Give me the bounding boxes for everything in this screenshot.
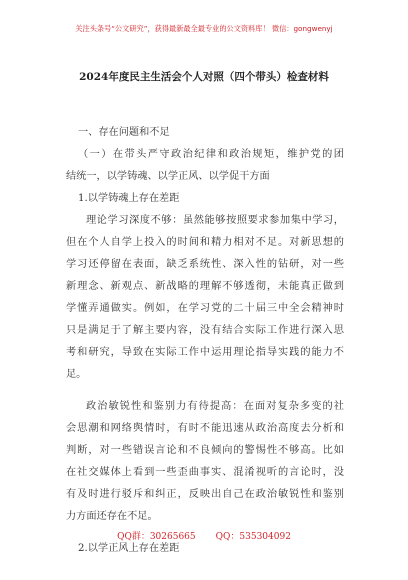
paragraph-line: 考和研究，导致在实际工作中运用理论指导实践的能力不 [66,347,344,358]
section-heading: 一、存在问题和不足 [78,127,170,138]
subsection-heading-line1: （一）在带头严守政治纪律和政治规矩，维护党的团 [78,149,344,160]
qq-group-number: QQ群：30265665 [117,532,196,542]
paragraph-line: 学懂弄通做实。例如，在学习党的二十届三中全会精神时 [66,303,344,314]
paragraph-line: 足。 [66,369,87,380]
paragraph-line: 判断，对一些错误言论和不良倾向的警惕性不够高。比如 [66,445,344,456]
document-title: 2024年度民主生活会个人对照（四个带头）检查材料 [79,71,329,83]
paragraph-line: 力方面还存在不足。 [66,511,158,522]
promo-banner: 关注头条号“公文研究”，获得最新最全最专业的公文资料库！ 微信：gongwenyj [75,24,333,33]
paragraph-line: 但在个人自学上投入的时间和精力相对不足。对新思想的 [66,237,344,248]
paragraph-line: 政治敏锐性和鉴别力有待提高：在面对复杂多变的社 [86,401,344,412]
paragraph-line: 有及时进行驳斥和纠正，反映出自己在政治敏锐性和鉴别 [66,489,344,500]
paragraph-line: 学习还停留在表面，缺乏系统性、深入性的钻研，对一些 [66,259,344,270]
subsection-heading-line2: 结统一，以学铸魂、以学正风、以学促干方面 [66,171,270,182]
paragraph-line: 理论学习深度不够：虽然能够按照要求参加集中学习， [86,215,344,226]
item-heading: 2.以学正风上存在差距 [78,543,180,554]
document-body [66,122,344,560]
qq-number: QQ：535304092 [215,532,291,542]
paragraph-line: 会思潮和网络舆情时，有时不能迅速从政治高度去分析和 [66,423,344,434]
paragraph-line: 新理念、新观点、新战略的理解不够透彻，未能真正做到 [66,281,344,292]
paragraph-line: 只是满足于了解主要内容，没有结合实际工作进行深入思 [66,325,344,336]
contact-footer [0,531,408,543]
paragraph-line: 在社交媒体上看到一些歪曲事实、混淆视听的言论时，没 [66,467,344,478]
item-heading: 1.以学铸魂上存在差距 [78,193,180,204]
